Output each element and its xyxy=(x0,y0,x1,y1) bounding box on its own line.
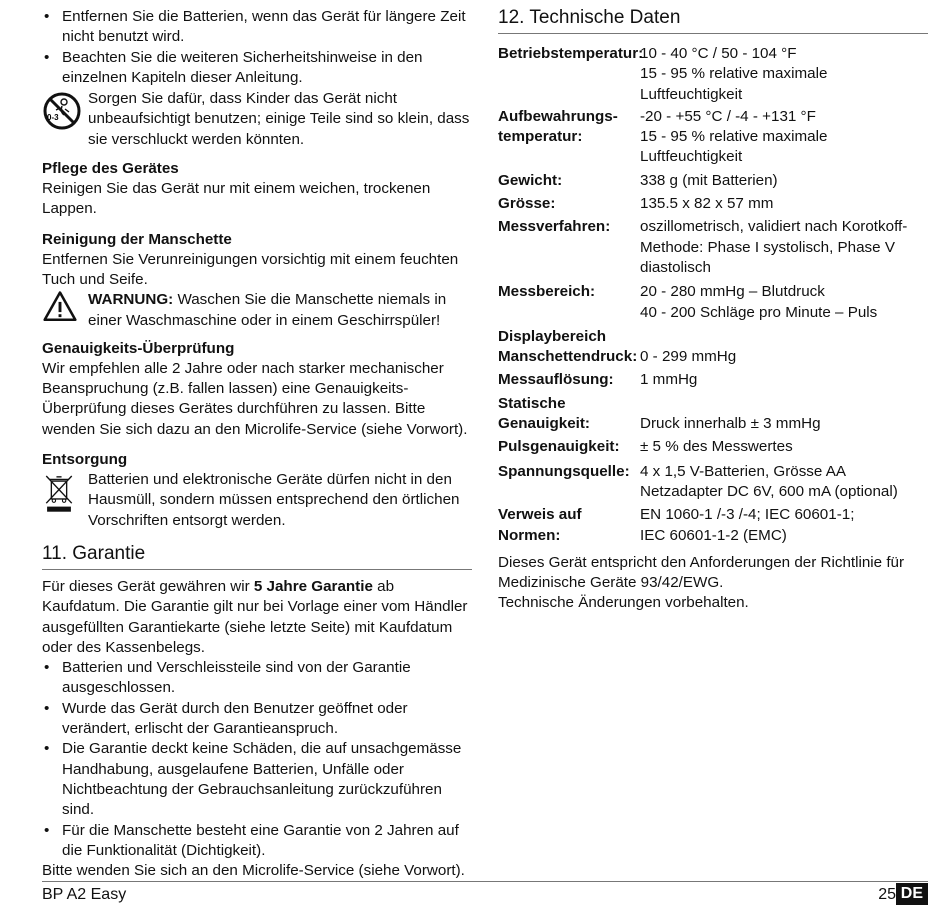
spec-value: Druck innerhalb ± 3 mmHg xyxy=(640,415,821,433)
cuff-cleaning-heading: Reinigung der Manschette xyxy=(42,230,232,248)
warning-icon xyxy=(42,290,78,324)
spec-label: Messverfahren: xyxy=(498,218,611,236)
warranty-bullet-list xyxy=(42,658,472,861)
list-item: • Wurde das Gerät durch den Benutzer geöffnet oder verändert, erlischt der Garantieanspruch. xyxy=(42,699,472,740)
changes-text: Technische Änderungen vorbehalten. xyxy=(498,594,749,612)
spec-label: Grösse: xyxy=(498,195,556,213)
accuracy-check-heading: Genauigkeits-Überprüfung xyxy=(42,339,235,357)
list-item: • Batterien und Verschleissteile sind von der Garantie ausgeschlossen. xyxy=(42,658,472,699)
spec-label: Verweis auf Normen: xyxy=(498,506,582,544)
care-text: Reinigen Sie das Gerät nur mit einem weichen, trockenen Lappen. xyxy=(42,180,431,218)
svg-text:0-3: 0-3 xyxy=(47,113,59,123)
care-heading: Pflege des Gerätes xyxy=(42,160,179,178)
left-column xyxy=(42,0,472,881)
spec-value: EN 1060-1 /-3 /-4; IEC 60601-1; IEC 60601-1-2 (EMC) xyxy=(640,506,855,544)
spec-value: 135.5 x 82 x 57 mm xyxy=(640,195,774,213)
disposal-text: Batterien und elektronische Geräte dürfen nicht in den Hausmüll, sondern müssen entsprechend den örtlichen Vorschriften entsorgt werden. xyxy=(88,471,460,529)
product-name: BP A2 Easy xyxy=(42,886,127,903)
spec-label: Displaybereich Manschettendruck: xyxy=(498,327,638,366)
list-item: • Entfernen Sie die Batterien, wenn das Gerät für längere Zeit nicht benutzt wird. xyxy=(42,7,472,48)
language-badge: DE xyxy=(896,883,928,905)
technical-data-title: 12. Technische Daten xyxy=(498,5,928,34)
list-item: • Die Garantie deckt keine Schäden, die auf unsachgemässe Handhabung, ausgelaufene Batterien, Unfälle oder Nichtbeachtung der Gebrauchsanleitung zurückzuführen sind. xyxy=(42,739,472,820)
spec-label: Betriebstemperatur: xyxy=(498,45,644,62)
warning-label: WARNUNG: xyxy=(88,291,174,309)
spec-label: Pulsgenauigkeit: xyxy=(498,438,620,456)
child-warning-text: Sorgen Sie dafür, dass Kinder das Gerät nicht unbeaufsichtigt benutzen; einige Teile sind so klein, dass sie verschluckt werden könnten. xyxy=(88,90,470,148)
spec-table xyxy=(498,44,928,546)
spec-value: 1 mmHg xyxy=(640,371,698,389)
spec-value: oszillometrisch, validiert nach Korotkoff-Methode: Phase I systolisch, Phase V diastolisch xyxy=(640,218,908,276)
spec-value: 338 g (mit Batterien) xyxy=(640,171,778,189)
spec-label: Aufbewahrungs- temperatur: xyxy=(498,107,618,146)
list-item: • Beachten Sie die weiteren Sicherheitshinweise in den einzelnen Kapiteln dieser Anleitung. xyxy=(42,48,472,89)
page-footer xyxy=(42,881,928,912)
warning-text: WARNUNG: Waschen Sie die Manschette niemals in einer Waschmaschine oder in einem Geschirrspüler! xyxy=(88,291,447,329)
spec-label: Spannungsquelle: xyxy=(498,462,630,480)
cuff-warning xyxy=(42,290,472,331)
cuff-cleaning-text: Entfernen Sie Verunreinigungen vorsichtig mit einem feuchten Tuch und Seife. xyxy=(42,250,459,288)
spec-label: Messauflösung: xyxy=(498,371,614,389)
crossed-bin-icon xyxy=(42,471,76,515)
spec-value: 20 - 280 mmHg – Blutdruck 40 - 200 Schläge pro Minute – Puls xyxy=(640,283,878,321)
spec-value: 0 - 299 mmHg xyxy=(640,348,737,366)
compliance-text: Dieses Gerät entspricht den Anforderungen der Richtlinie für Medizinische Geräte 93/42/EWG. xyxy=(498,553,905,592)
accuracy-check-text: Wir empfehlen alle 2 Jahre oder nach starker mechanischer Beanspruchung (z.B. fallen lassen) eine Genauigkeits-Überprüfung dieses Gerätes durchführen zu lassen. Bitte wenden Sie sich dazu an den Microlife-Service (siehe Vorwort). xyxy=(42,359,468,438)
spec-value: ± 5 % des Messwertes xyxy=(640,438,793,456)
child-warning xyxy=(42,89,472,150)
warranty-intro: Für dieses Gerät gewähren wir 5 Jahre Garantie ab Kaufdatum. Die Garantie gilt nur bei Vorlage einer vom Händler ausgefüllten Garantiekarte (siehe letzte Seite) mit Kaufdatum oder des Kassenbelegs. xyxy=(42,577,468,656)
right-column xyxy=(498,0,928,614)
no-children-icon xyxy=(42,91,82,131)
spec-value: 10 - 40 °C / 50 - 104 °F 15 - 95 % relative maximale Luftfeuchtigkeit xyxy=(640,45,828,103)
spec-label: Gewicht: xyxy=(498,171,563,189)
disposal-notice xyxy=(42,470,472,531)
spec-value: -20 - +55 °C / -4 - +131 °F 15 - 95 % relative maximale Luftfeuchtigkeit xyxy=(640,107,828,166)
warranty-outro: Bitte wenden Sie sich an den Microlife-Service (siehe Vorwort). xyxy=(42,862,465,880)
intro-bullet-list xyxy=(42,7,472,88)
warranty-section-title: 11. Garantie xyxy=(42,541,472,570)
spec-label: Statische Genauigkeit: xyxy=(498,394,590,433)
disposal-heading: Entsorgung xyxy=(42,451,128,469)
page-number: 25 xyxy=(878,886,896,903)
spec-value: 4 x 1,5 V-Batterien, Grösse AA Netzadapter DC 6V, 600 mA (optional) xyxy=(640,462,898,500)
spec-label: Messbereich: xyxy=(498,283,596,301)
list-item: • Für die Manschette besteht eine Garantie von 2 Jahren auf die Funktionalität (Dichtigkeit). xyxy=(42,821,472,862)
